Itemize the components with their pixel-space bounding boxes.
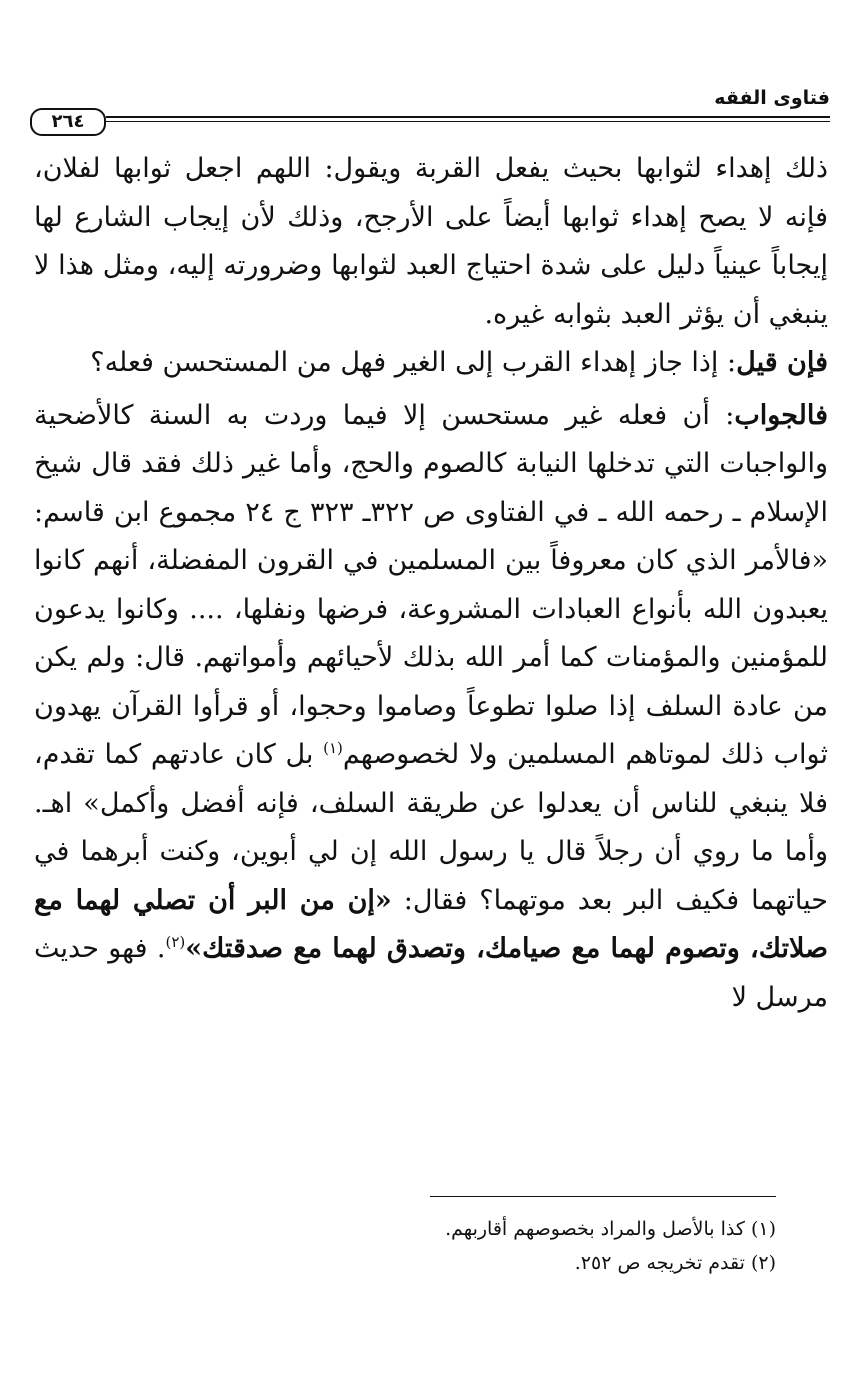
footnote-ref-1: (١) bbox=[323, 739, 343, 757]
footnote-separator bbox=[430, 1196, 776, 1197]
question-text: : إذا جاز إهداء القرب إلى الغير فهل من المستحسن فعله؟ bbox=[90, 347, 737, 378]
footnote-ref-2: (٢) bbox=[165, 933, 186, 951]
page-number: ٢٦٤ bbox=[30, 108, 106, 136]
question-lead: فإن قيل bbox=[736, 347, 828, 378]
answer-lead: فالجواب bbox=[734, 399, 828, 431]
paragraph-answer bbox=[34, 392, 828, 1023]
hadith-quote: «إن من البر أن تصلي لهما مع صلاتك، وتصوم لهما مع صيامك، وتصدق لهما مع صدقتك» bbox=[34, 884, 828, 964]
running-title: فتاوى الفقه bbox=[714, 87, 830, 109]
paragraph: ذلك إهداء لثوابها بحيث يفعل القربة ويقول: اللهم اجعل ثوابها لفلان، فإنه لا يصح إهداء ثوابها أيضاً على الأرجح، وذلك لأن إيجاب الشارع لها إيجاباً عينياً دليل على شدة احتياج العبد لثوابها وضرورته إليه، ومثل هذا لا ينبغي أن يؤثر العبد بثوابه غيره. bbox=[34, 153, 828, 330]
header-rule bbox=[106, 116, 830, 118]
main-text bbox=[34, 145, 828, 1022]
header-rule-thin bbox=[106, 121, 830, 122]
footnote-1: (١) كذا بالأصل والمراد بخصوصهم أقاربهم. bbox=[445, 1218, 776, 1240]
page-header bbox=[26, 82, 830, 134]
footnotes bbox=[60, 1212, 776, 1280]
paragraph-question bbox=[34, 339, 828, 388]
footnote-2: (٢) تقدم تخريجه ص ٢٥٢. bbox=[574, 1252, 776, 1274]
answer-text-end: . فهو حديث مرسل لا bbox=[34, 933, 828, 1013]
answer-text: : أن فعله غير مستحسن إلا فيما وردت به السنة كالأضحية والواجبات التي تدخلها النيابة كالصوم والحج، وأما غير ذلك فقد قال شيخ الإسلام ـ رحمه الله ـ في الفتاوى ص ٣٢٢ـ ٣٢٣ ج ٢٤ مجموع ابن قاسم: «فالأمر الذي كان معروفاً بين المسلمين في القرون المفضلة، أنهم كانوا يعبدون الله بأنواع العبادات المشروعة، فرضها ونفلها، .... وكانوا يدعون للمؤمنين والمؤمنات كما أمر الله بذلك لأحيائهم وأمواتهم. قال: ولم يكن من عادة السلف إذا صلوا تطوعاً وصاموا وحجوا، أو قرأوا القرآن يهدون ثواب ذلك لموتاهم المسلمين ولا لخصوصهم bbox=[34, 399, 829, 770]
answer-text-continued: بل كان عادتهم كما تقدم، فلا ينبغي للناس أن يعدلوا عن طريقة السلف، فإنه أفضل وأكمل» اهـ. وأما ما روي أن رجلاً قال يا رسول الله إن لي أبوين، وكنت أبرهما في حياتهما فكيف البر بعد موتهما؟ فقال: bbox=[34, 739, 828, 916]
